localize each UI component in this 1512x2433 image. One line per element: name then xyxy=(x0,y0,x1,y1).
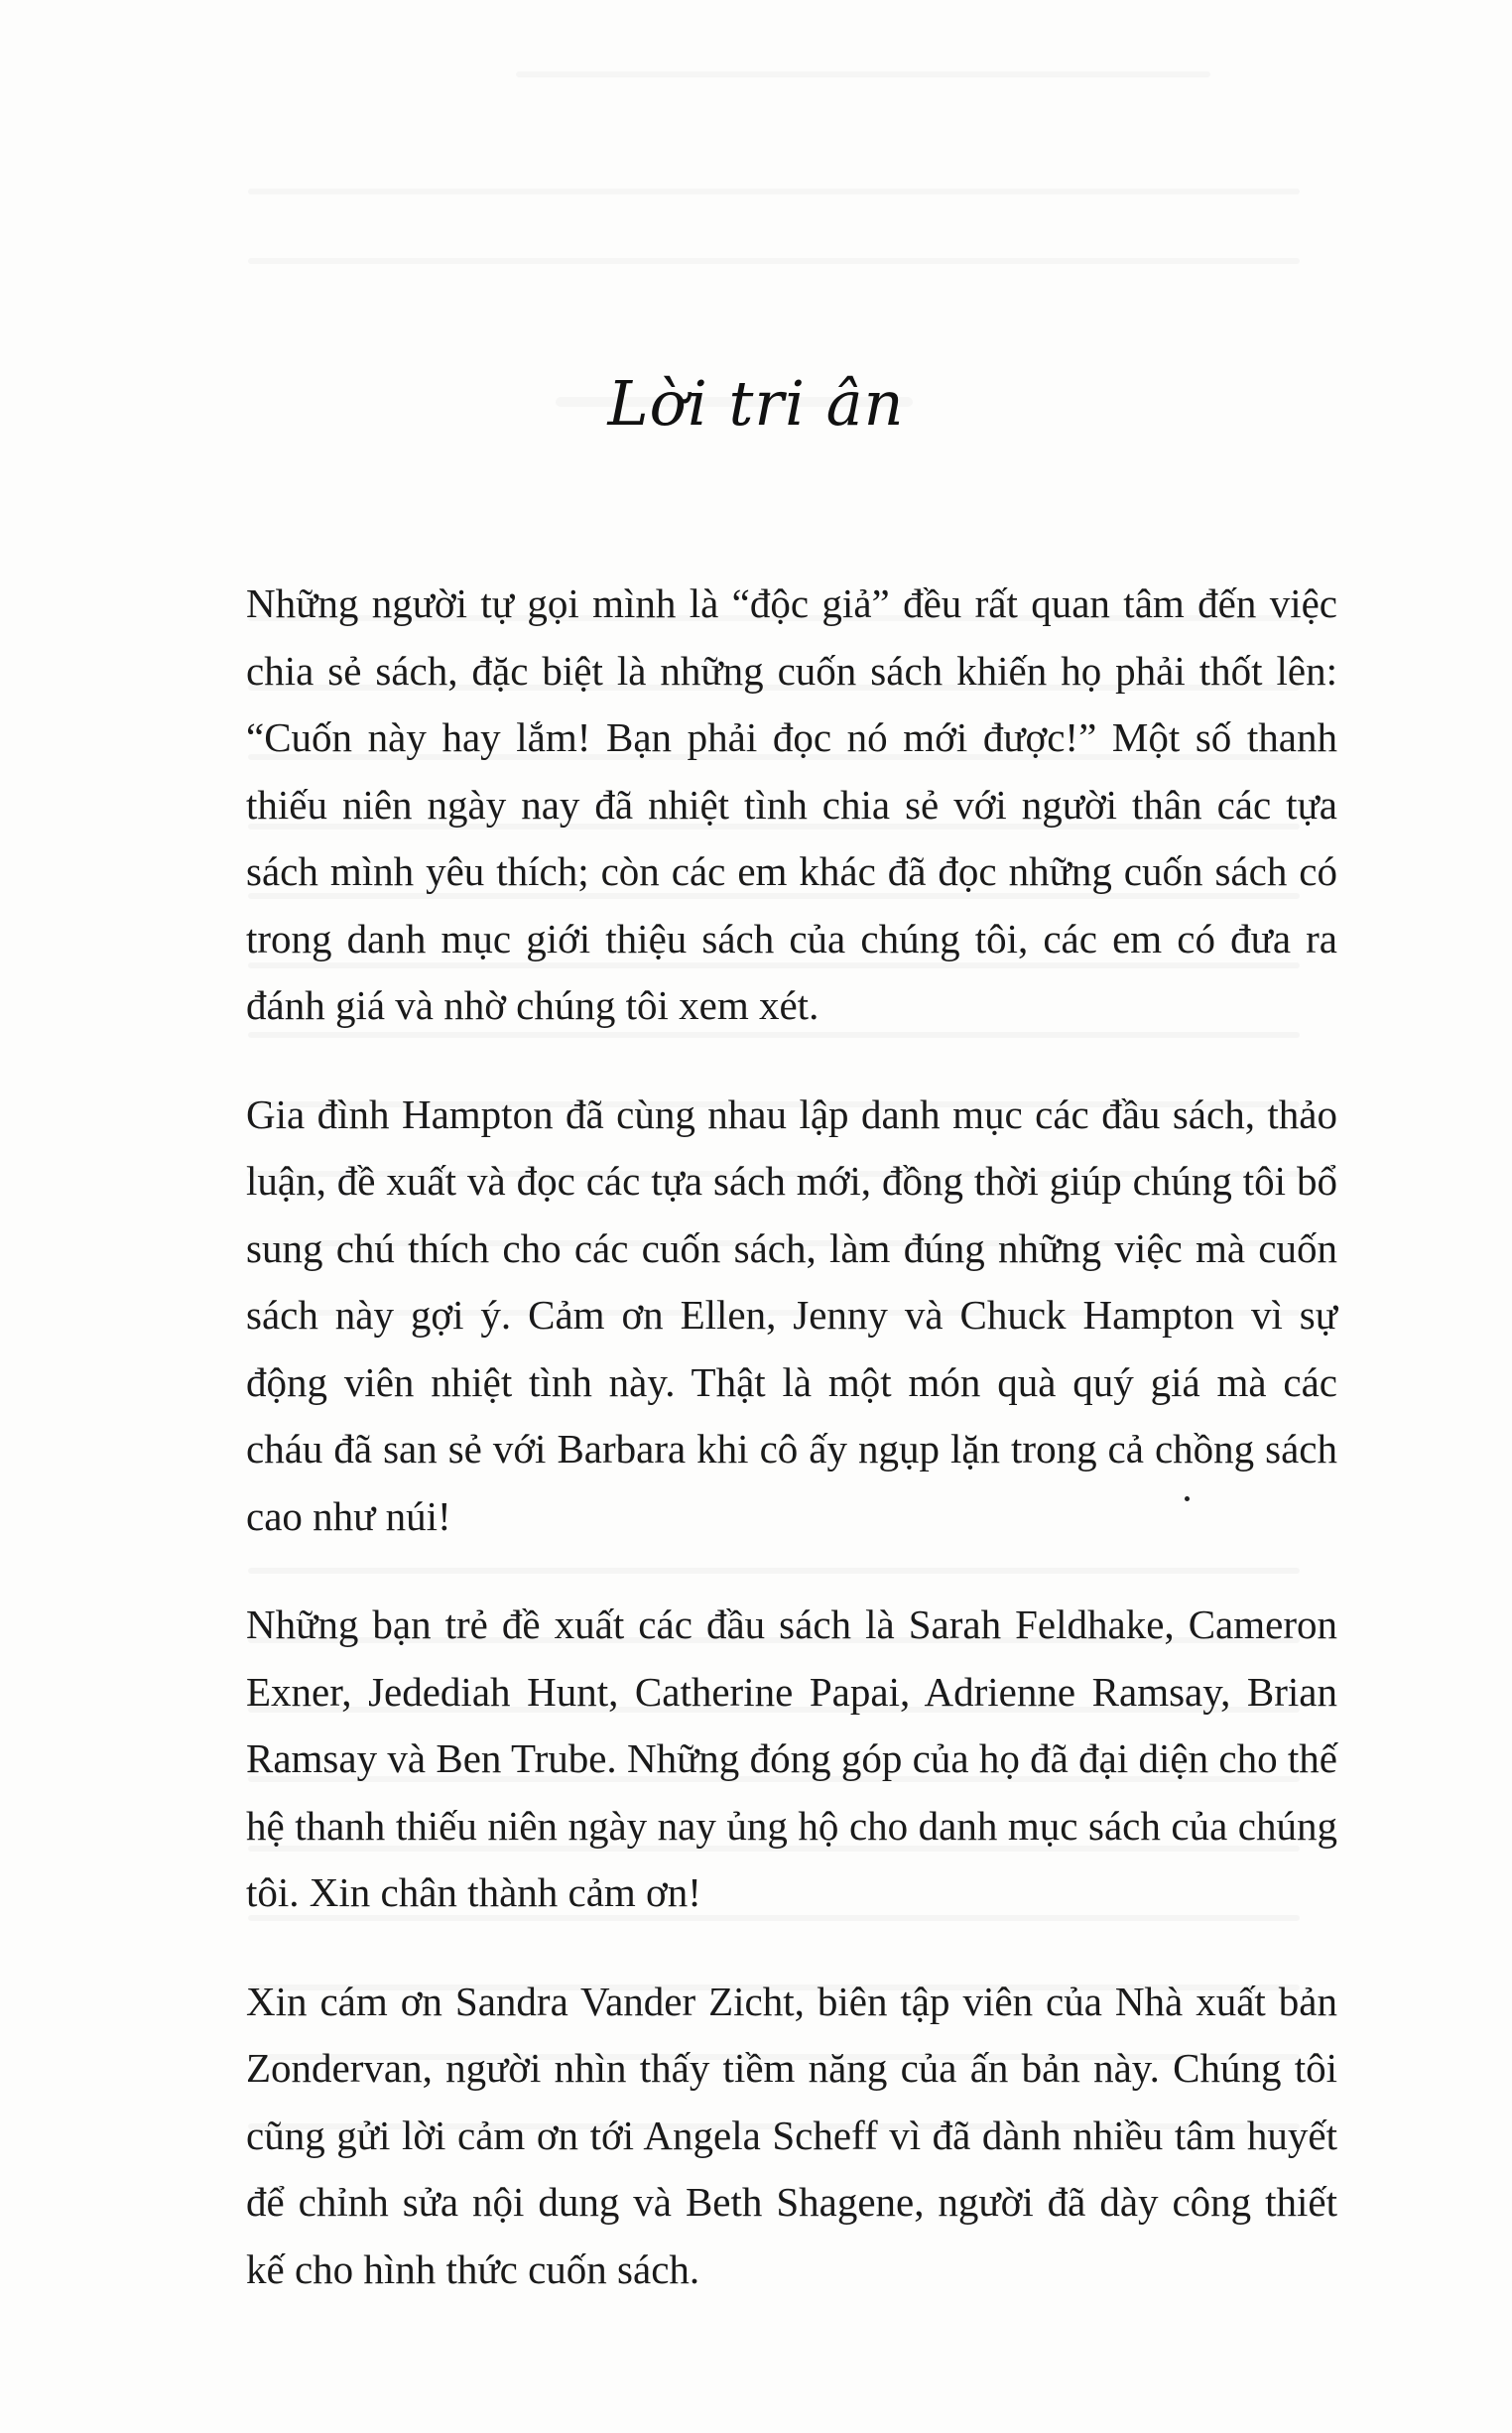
paragraph-1: Những người tự gọi mình là “độc giả” đều rất quan tâm đến việc chia sẻ sách, đặc biệt là những cuốn sách khiến họ phải thốt lên: “Cuốn này hay lắm! Bạn phải đọc nó mới được!” Một số thanh thiếu niên ngày nay đã nhiệt tình chia sẻ với người thân các tựa sách mình yêu thích; còn các em khác đã đọc những cuốn sách có trong danh mục giới thiệu sách của chúng tôi, các em có đưa ra đánh giá và nhờ chúng tôi xem xét. xyxy=(246,580,1337,1028)
body-text xyxy=(246,571,1337,2345)
paragraph-4: Xin cám ơn Sandra Vander Zicht, biên tập viên của Nhà xuất bản Zondervan, người nhìn thấy tiềm năng của ấn bản này. Chúng tôi cũng gửi lời cảm ơn tới Angela Scheff vì đã dành nhiều tâm huyết để chỉnh sửa nội dung và Beth Shagene, người đã dày công thiết kế cho hình thức cuốn sách. xyxy=(246,1978,1337,2292)
paragraph-3: Những bạn trẻ đề xuất các đầu sách là Sarah Feldhake, Cameron Exner, Jedediah Hunt, Catherine Papai, Adrienne Ramsay, Brian Ramsay và Ben Trube. Những đóng góp của họ đã đại diện cho thế hệ thanh thiếu niên ngày nay ủng hộ cho danh mục sách của chúng tôi. Xin chân thành cảm ơn! xyxy=(246,1601,1337,1915)
ink-speck xyxy=(1185,1496,1190,1501)
page-title: Lời tri ân xyxy=(607,367,905,440)
paragraph-2: Gia đình Hampton đã cùng nhau lập danh mục các đầu sách, thảo luận, đề xuất và đọc các tựa sách mới, đồng thời giúp chúng tôi bổ sung chú thích cho các cuốn sách, làm đúng những việc mà cuốn sách này gợi ý. Cảm ơn Ellen, Jenny và Chuck Hampton vì sự động viên nhiệt tình này. Thật là một món quà quý giá mà các cháu đã san sẻ với Barbara khi cô ấy ngụp lặn trong cả chồng sách cao như núi! xyxy=(246,1090,1337,1539)
